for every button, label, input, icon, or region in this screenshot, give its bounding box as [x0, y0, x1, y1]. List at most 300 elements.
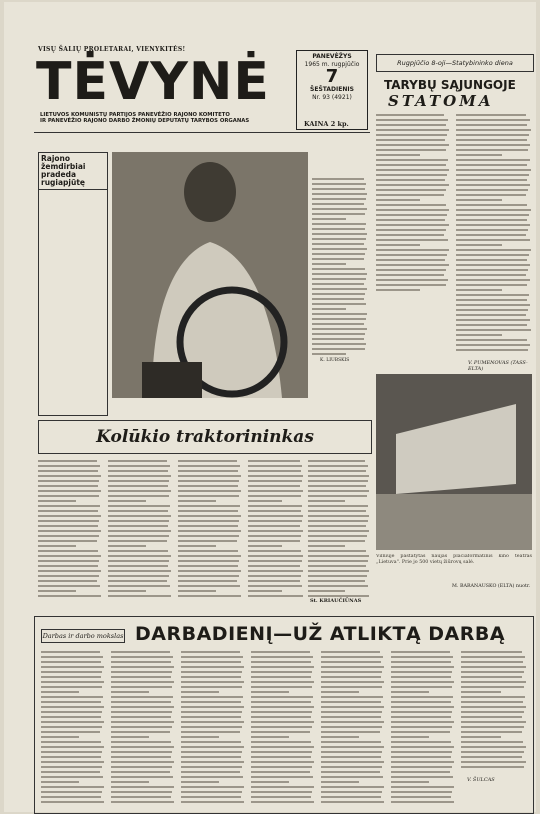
- text-line: [248, 465, 302, 467]
- motto: VISŲ ŠALIŲ PROLETARAI, VIENYKITĖS!: [38, 46, 186, 53]
- text-line: [312, 243, 364, 245]
- text-line: [111, 801, 174, 803]
- text-line: [108, 500, 146, 502]
- text-line: [461, 676, 522, 678]
- text-line: [251, 686, 312, 688]
- text-line: [312, 353, 346, 355]
- text-line: [461, 711, 524, 713]
- text-line: [111, 776, 173, 778]
- corn-title-2: pradeda rugiapjūtę: [41, 170, 85, 187]
- text-line: [456, 179, 527, 181]
- masthead-rule: [34, 132, 370, 133]
- text-line: [181, 751, 242, 753]
- text-line: [178, 485, 238, 487]
- text-line: [181, 781, 219, 783]
- text-line: [41, 756, 101, 758]
- text-line: [391, 756, 451, 758]
- text-line: [461, 661, 523, 663]
- text-line: [312, 253, 365, 255]
- text-line: [248, 565, 300, 567]
- text-line: [312, 343, 366, 345]
- text-line: [38, 570, 101, 572]
- text-line: [391, 796, 451, 798]
- text-line: [321, 796, 381, 798]
- text-line: [456, 214, 529, 216]
- text-line: [181, 706, 244, 708]
- text-line: [312, 308, 346, 310]
- text-line: [391, 661, 451, 663]
- text-line: [108, 585, 170, 587]
- text-line: [178, 565, 238, 567]
- text-line: [376, 159, 448, 161]
- text-line: [456, 154, 502, 156]
- text-line: [251, 791, 312, 793]
- text-line: [312, 298, 364, 300]
- text-line: [308, 505, 368, 507]
- text-line: [248, 560, 302, 562]
- text-line: [251, 661, 311, 663]
- text-line: [312, 213, 365, 215]
- text-line: [376, 134, 447, 136]
- text-line: [251, 721, 314, 723]
- text-line: [391, 771, 450, 773]
- text-line: [108, 485, 168, 487]
- text-line: [181, 796, 241, 798]
- text-line: [181, 746, 244, 748]
- text-line: [181, 701, 241, 703]
- text-line: [321, 766, 382, 768]
- text-line: [312, 278, 366, 280]
- text-line: [181, 741, 241, 743]
- text-line: [321, 791, 382, 793]
- text-line: [111, 756, 171, 758]
- issue-date: 1965 m. rugpjūčio: [304, 60, 360, 68]
- text-line: [111, 796, 171, 798]
- text-line: [321, 661, 381, 663]
- text-line: [312, 223, 366, 225]
- text-line: [391, 721, 454, 723]
- text-line: [181, 771, 240, 773]
- text-line: [376, 244, 420, 246]
- text-line: [456, 314, 526, 316]
- text-line: [308, 575, 367, 577]
- text-line: [178, 510, 238, 512]
- text-line: [38, 490, 101, 492]
- text-line: [461, 716, 522, 718]
- soviet-kicker: Rugpjūčio 8-oji—Statybininko diena: [397, 59, 513, 67]
- text-line: [391, 766, 452, 768]
- text-line: [391, 751, 452, 753]
- text-line: [251, 691, 289, 693]
- publisher-line-2: IR PANEVĖŽIO RAJONO DARBO ŽMONIŲ DEPUTATŲ TARYBOS ORGANAS: [40, 118, 250, 124]
- text-line: [108, 515, 171, 517]
- text-line: [111, 656, 173, 658]
- text-line: [251, 746, 314, 748]
- text-line: [312, 203, 364, 205]
- text-line: [248, 500, 282, 502]
- text-line: [181, 661, 241, 663]
- text-line: [41, 691, 79, 693]
- text-line: [376, 269, 446, 271]
- text-line: [248, 550, 301, 552]
- text-line: [38, 560, 99, 562]
- text-line: [251, 696, 313, 698]
- text-line: [308, 590, 345, 592]
- text-line: [178, 515, 241, 517]
- text-line: [391, 791, 452, 793]
- tractor-col-5: [308, 460, 370, 600]
- text-line: [376, 164, 446, 166]
- text-line: [456, 344, 530, 346]
- text-line: [456, 329, 531, 331]
- text-line: [376, 234, 444, 236]
- text-line: [308, 570, 369, 572]
- text-line: [456, 269, 528, 271]
- text-line: [251, 771, 310, 773]
- text-line: [178, 465, 240, 467]
- text-line: [308, 580, 365, 582]
- text-line: [178, 470, 238, 472]
- text-line: [376, 219, 445, 221]
- text-line: [312, 228, 365, 230]
- text-line: [38, 485, 98, 487]
- text-line: [376, 124, 446, 126]
- text-line: [456, 244, 502, 246]
- text-line: [178, 570, 241, 572]
- text-line: [108, 530, 171, 532]
- text-line: [321, 696, 383, 698]
- text-line: [308, 555, 369, 557]
- text-line: [391, 716, 451, 718]
- text-line: [312, 208, 367, 210]
- text-line: [312, 183, 366, 185]
- text-line: [308, 530, 369, 532]
- text-line: [391, 691, 429, 693]
- publisher-line: [40, 112, 290, 124]
- issue-box: [296, 50, 368, 130]
- text-line: [251, 741, 311, 743]
- text-line: [111, 701, 171, 703]
- text-line: [456, 134, 529, 136]
- text-line: [321, 701, 381, 703]
- text-line: [111, 766, 172, 768]
- text-line: [312, 178, 364, 180]
- text-line: [456, 144, 530, 146]
- text-line: [308, 470, 366, 472]
- text-line: [181, 801, 244, 803]
- text-line: [456, 184, 530, 186]
- text-line: [312, 293, 365, 295]
- text-line: [111, 781, 149, 783]
- text-line: [321, 651, 380, 653]
- text-line: [41, 681, 104, 683]
- text-line: [376, 264, 449, 266]
- text-line: [456, 259, 527, 261]
- text-line: [376, 179, 445, 181]
- text-line: [41, 781, 79, 783]
- text-line: [456, 234, 526, 236]
- corn-title-1: Rajono žemdirbiai: [41, 154, 86, 171]
- cinema-photo: [376, 374, 532, 550]
- text-line: [461, 666, 526, 668]
- text-line: [111, 681, 174, 683]
- text-line: [308, 540, 365, 542]
- text-line: [321, 761, 384, 763]
- text-line: [108, 560, 169, 562]
- text-line: [312, 313, 367, 315]
- text-line: [178, 495, 239, 497]
- text-line: [111, 746, 174, 748]
- text-line: [456, 159, 530, 161]
- text-line: [461, 726, 524, 728]
- text-line: [321, 726, 382, 728]
- text-line: [41, 666, 104, 668]
- text-line: [178, 550, 238, 552]
- text-line: [38, 470, 98, 472]
- text-line: [461, 696, 525, 698]
- text-line: [248, 480, 302, 482]
- text-line: [111, 751, 172, 753]
- text-line: [456, 164, 527, 166]
- text-line: [321, 731, 380, 733]
- text-line: [111, 791, 172, 793]
- text-line: [251, 751, 312, 753]
- text-line: [456, 239, 530, 241]
- text-line: [376, 214, 447, 216]
- text-line: [321, 741, 381, 743]
- text-line: [41, 711, 102, 713]
- text-line: [391, 786, 454, 788]
- workday-col-6: [391, 651, 455, 807]
- text-line: [461, 731, 522, 733]
- text-line: [178, 475, 241, 477]
- text-line: [111, 726, 172, 728]
- text-line: [251, 651, 310, 653]
- text-line: [461, 681, 526, 683]
- text-line: [248, 530, 303, 532]
- text-line: [178, 525, 238, 527]
- text-line: [456, 294, 529, 296]
- text-line: [312, 273, 367, 275]
- tractor-title: Kolūkio traktorininkas: [96, 427, 314, 447]
- text-line: [251, 756, 311, 758]
- text-line: [178, 500, 216, 502]
- text-line: [456, 304, 530, 306]
- text-line: [111, 716, 171, 718]
- text-line: [391, 736, 429, 738]
- text-line: [248, 540, 300, 542]
- text-line: [321, 756, 381, 758]
- workday-col-2: [111, 651, 175, 807]
- text-line: [41, 676, 101, 678]
- text-line: [251, 666, 314, 668]
- text-line: [38, 545, 76, 547]
- text-line: [38, 510, 98, 512]
- text-line: [251, 766, 312, 768]
- text-line: [376, 184, 449, 186]
- text-line: [391, 701, 451, 703]
- text-line: [376, 224, 449, 226]
- text-line: [312, 233, 367, 235]
- text-line: [308, 485, 366, 487]
- text-line: [456, 299, 527, 301]
- text-line: [461, 691, 501, 693]
- text-line: [178, 535, 239, 537]
- text-line: [181, 791, 242, 793]
- text-line: [41, 656, 103, 658]
- text-line: [111, 686, 172, 688]
- text-line: [41, 661, 101, 663]
- text-line: [312, 218, 346, 220]
- text-line: [391, 696, 453, 698]
- text-line: [248, 505, 302, 507]
- text-line: [321, 781, 359, 783]
- text-line: [38, 595, 101, 597]
- text-line: [108, 545, 146, 547]
- text-line: [376, 144, 449, 146]
- text-line: [456, 339, 527, 341]
- text-line: [308, 515, 369, 517]
- text-line: [308, 535, 367, 537]
- text-line: [308, 510, 366, 512]
- text-line: [41, 651, 100, 653]
- text-line: [181, 696, 243, 698]
- text-line: [38, 575, 99, 577]
- tractor-col-2: [108, 460, 172, 600]
- text-line: [321, 776, 383, 778]
- text-line: [456, 169, 531, 171]
- text-line: [41, 716, 101, 718]
- text-line: [251, 676, 311, 678]
- text-line: [181, 726, 242, 728]
- text-line: [108, 565, 168, 567]
- workday-col-5: [321, 651, 385, 807]
- text-line: [321, 681, 384, 683]
- text-line: [178, 490, 241, 492]
- text-line: [111, 671, 172, 673]
- text-line: [111, 731, 170, 733]
- text-line: [41, 751, 102, 753]
- text-line: [376, 259, 445, 261]
- text-line: [312, 188, 365, 190]
- text-line: [461, 736, 501, 738]
- text-line: [251, 761, 314, 763]
- text-line: [376, 174, 447, 176]
- issue-day: 7: [325, 66, 339, 87]
- text-line: [108, 510, 168, 512]
- workday-section: [34, 616, 534, 814]
- cinema-caption: Vilniuje pastatytas naujas plačiaformatinis kino teatras „Lietuva". Prie jo 500 vietų žiūrovų salė.: [376, 554, 532, 565]
- text-line: [456, 264, 530, 266]
- text-line: [312, 303, 366, 305]
- text-line: [312, 338, 364, 340]
- text-line: [308, 595, 369, 597]
- text-line: [248, 580, 300, 582]
- text-line: [456, 324, 527, 326]
- text-line: [461, 751, 524, 753]
- text-line: [108, 555, 171, 557]
- text-line: [312, 268, 365, 270]
- text-line: [312, 328, 367, 330]
- text-line: [181, 731, 240, 733]
- text-line: [312, 288, 367, 290]
- text-line: [456, 334, 502, 336]
- text-line: [321, 716, 381, 718]
- text-line: [308, 500, 345, 502]
- text-line: [321, 736, 359, 738]
- text-line: [308, 465, 368, 467]
- text-line: [251, 796, 311, 798]
- text-line: [38, 495, 99, 497]
- text-line: [321, 666, 384, 668]
- text-line: [41, 801, 104, 803]
- soviet-col-1: [376, 114, 450, 294]
- text-line: [41, 771, 100, 773]
- text-line: [456, 279, 530, 281]
- text-line: [248, 535, 301, 537]
- tractorist-photo: [112, 152, 308, 398]
- text-line: [456, 119, 530, 121]
- text-line: [456, 194, 526, 196]
- text-line: [38, 475, 101, 477]
- text-line: [178, 595, 241, 597]
- publisher-line-1: LIETUVOS KOMUNISTŲ PARTIJOS PANEVĖŽIO RAJONO KOMITETO: [40, 112, 230, 118]
- text-line: [461, 756, 522, 758]
- text-line: [376, 284, 446, 286]
- issue-city: PANEVĖŽYS: [312, 53, 352, 60]
- text-line: [376, 194, 444, 196]
- text-line: [38, 535, 99, 537]
- text-line: [456, 274, 526, 276]
- text-line: [376, 289, 420, 291]
- text-line: [456, 319, 530, 321]
- photo-caption-col: [312, 178, 368, 358]
- soviet-kicker-box: [376, 54, 534, 72]
- text-line: [461, 701, 523, 703]
- text-line: [308, 585, 368, 587]
- text-line: [461, 651, 522, 653]
- workday-title: DARBADIENĮ—UŽ ATLIKTĄ DARBĄ: [135, 623, 506, 645]
- text-line: [108, 540, 167, 542]
- text-line: [251, 671, 312, 673]
- text-line: [248, 545, 282, 547]
- text-line: [456, 309, 528, 311]
- text-line: [248, 485, 300, 487]
- text-line: [108, 470, 168, 472]
- text-line: [251, 716, 311, 718]
- text-line: [321, 751, 382, 753]
- text-line: [181, 766, 242, 768]
- text-line: [376, 169, 449, 171]
- text-line: [391, 666, 454, 668]
- text-line: [461, 686, 524, 688]
- text-line: [181, 681, 244, 683]
- text-line: [251, 731, 310, 733]
- text-line: [456, 349, 528, 351]
- workday-col-1: [41, 651, 105, 807]
- text-line: [111, 786, 174, 788]
- text-line: [461, 766, 524, 768]
- text-line: [181, 691, 219, 693]
- text-line: [38, 580, 97, 582]
- text-line: [251, 726, 312, 728]
- text-line: [391, 731, 450, 733]
- text-line: [111, 651, 170, 653]
- text-line: [251, 801, 314, 803]
- text-line: [312, 333, 365, 335]
- text-line: [456, 249, 531, 251]
- text-line: [38, 505, 100, 507]
